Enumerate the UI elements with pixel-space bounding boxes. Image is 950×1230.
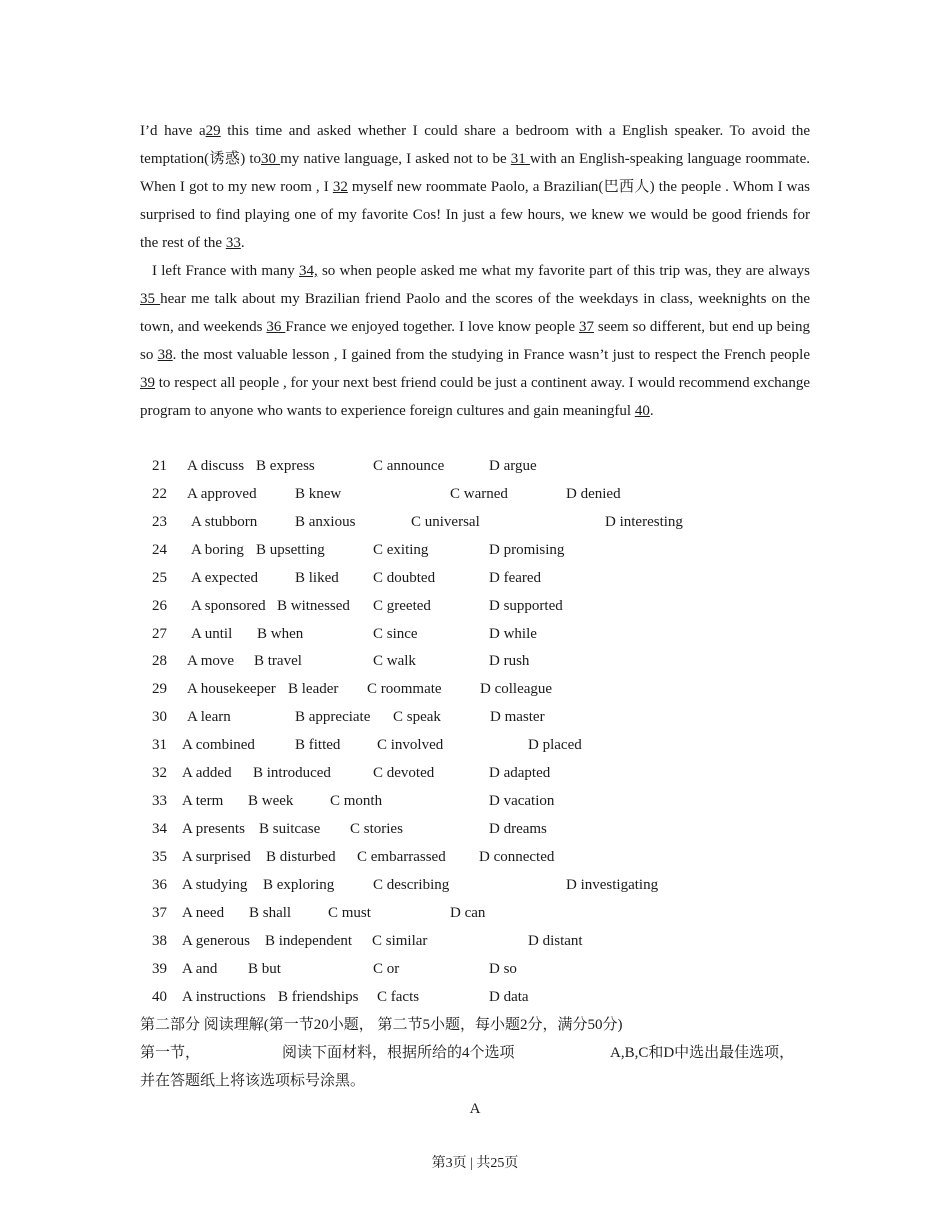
text-run: France we enjoyed together. I love know people xyxy=(285,319,579,335)
option-row xyxy=(140,899,840,927)
option-b: B liked xyxy=(295,569,339,586)
option-a: A and xyxy=(182,960,218,977)
text-run: myself new roommate Paolo, a Brazilian(巴西人) the people . Whom I was surprised to find playing one of my favorite Cos! In just a few hours, we knew we would be good friends for the rest of the xyxy=(140,179,811,251)
option-c: C greeted xyxy=(373,597,431,614)
instruction-text: 并在答题纸上将该选项标号涂黑。 xyxy=(140,1073,366,1089)
option-d: D denied xyxy=(566,485,621,502)
question-number: 35 xyxy=(152,848,167,865)
option-d: D supported xyxy=(489,597,563,614)
option-b: B when xyxy=(257,625,304,642)
option-d: D data xyxy=(489,988,529,1005)
option-d: D placed xyxy=(528,737,582,754)
option-b: B friendships xyxy=(278,988,359,1005)
option-d: D distant xyxy=(528,932,583,949)
option-b: B independent xyxy=(265,932,353,949)
option-c: C or xyxy=(373,960,400,977)
option-d: D adapted xyxy=(489,765,551,782)
option-b: B shall xyxy=(249,904,292,921)
option-d: D can xyxy=(450,904,486,921)
option-a: A instructions xyxy=(182,988,266,1005)
blank-40: 40 xyxy=(634,403,650,419)
option-row xyxy=(140,536,840,564)
option-row xyxy=(140,815,840,843)
answer-options-list xyxy=(140,452,840,1010)
option-row xyxy=(140,480,840,508)
question-number: 21 xyxy=(152,458,167,474)
option-b: B leader xyxy=(288,681,339,698)
option-c: C announce xyxy=(373,458,445,474)
option-c: C stories xyxy=(350,820,403,837)
text-run: I left France with many xyxy=(152,263,299,279)
question-number: 39 xyxy=(152,960,167,977)
option-d: D interesting xyxy=(605,513,683,530)
blank-33: 33 xyxy=(225,235,241,251)
blank-30: 30 xyxy=(260,151,281,167)
instruction-text: A,B,C和D中选出最佳选项， xyxy=(610,1045,795,1061)
text-run: . xyxy=(240,235,245,251)
option-a: A expected xyxy=(191,569,259,586)
text-run: hear me talk about my Brazilian friend Paolo and the scores of the weekdays in class, weeknights on the town, and weekends xyxy=(140,291,811,335)
option-a: A term xyxy=(182,793,224,810)
option-row xyxy=(140,927,840,955)
option-d: D argue xyxy=(489,458,537,474)
question-number: 24 xyxy=(152,541,167,558)
option-b: B knew xyxy=(295,485,342,502)
blank-37: 37 xyxy=(578,319,594,335)
option-row xyxy=(140,983,840,1011)
question-number: 29 xyxy=(152,681,167,698)
option-d: D colleague xyxy=(480,681,553,698)
page-footer: 第3页 | 共25页 xyxy=(431,1156,519,1171)
instruction-text: 阅读下面材料，根据所给的4个选项 xyxy=(282,1045,515,1061)
option-row xyxy=(140,675,840,703)
option-a: A boring xyxy=(191,541,244,558)
option-b: B witnessed xyxy=(277,597,350,614)
option-a: A presents xyxy=(182,820,245,837)
part-heading: 第二部分 阅读理解(第一节20小题， 第二节5小题，每小题2分，满分50分) xyxy=(140,1017,623,1033)
option-c: C involved xyxy=(377,737,444,754)
option-d: D master xyxy=(490,709,545,726)
option-c: C facts xyxy=(377,988,420,1005)
option-a: A need xyxy=(182,904,225,921)
question-number: 31 xyxy=(152,737,167,754)
option-a: A until xyxy=(191,625,233,642)
text-run: I’d have a xyxy=(140,123,206,139)
option-c: C devoted xyxy=(373,765,435,782)
option-a: A studying xyxy=(182,876,248,893)
option-a: A discuss xyxy=(187,458,245,474)
option-d: D rush xyxy=(489,653,530,670)
option-a: A stubborn xyxy=(191,513,258,530)
option-c: C walk xyxy=(373,653,416,670)
option-b: B introduced xyxy=(253,765,331,782)
option-row xyxy=(140,759,840,787)
passage-label: A xyxy=(469,1101,481,1117)
text-run: . xyxy=(649,403,654,419)
question-number: 33 xyxy=(152,793,167,810)
option-a: A move xyxy=(187,653,235,670)
question-number: 27 xyxy=(152,625,167,642)
question-number: 22 xyxy=(152,485,167,502)
option-d: D while xyxy=(489,625,537,642)
option-c: C must xyxy=(328,904,371,921)
option-row xyxy=(140,843,840,871)
text-run: to respect all people , for your next best friend could be just a continent away. I would recommend exchange program to anyone who wants to experience foreign cultures and gain meaningful xyxy=(140,375,810,419)
option-c: C warned xyxy=(450,485,508,502)
option-row xyxy=(140,647,840,675)
question-number: 23 xyxy=(152,513,167,530)
passage-paragraph-2 xyxy=(140,257,810,425)
question-number: 40 xyxy=(152,988,167,1005)
option-d: D so xyxy=(489,960,517,977)
option-b: B travel xyxy=(254,653,302,670)
text-run: with an English-speaking language roommate. When I got to my new room , I xyxy=(140,151,811,195)
blank-36: 36 xyxy=(266,319,286,335)
option-b: B disturbed xyxy=(266,848,336,865)
option-row xyxy=(140,452,840,480)
question-number: 32 xyxy=(152,765,167,782)
blank-31: 31 xyxy=(510,151,530,167)
option-b: B week xyxy=(248,793,294,810)
text-run: seem so different, but end up being so xyxy=(140,319,810,363)
option-a: A generous xyxy=(182,932,250,949)
text-run: my native language, I asked not to be xyxy=(280,151,511,167)
blank-29: 29 xyxy=(205,123,221,139)
text-run: so when people asked me what my favorite part of this trip was, they are always xyxy=(317,263,810,279)
option-c: C embarrassed xyxy=(357,848,446,865)
text-run: this time and asked whether I could share a bedroom with a English speaker. To avoid the temptation(诱惑) to xyxy=(140,123,810,167)
option-row xyxy=(140,787,840,815)
option-a: A combined xyxy=(182,737,255,754)
section-title: 第一节， xyxy=(140,1045,201,1061)
option-c: C doubted xyxy=(373,569,436,586)
option-d: D dreams xyxy=(489,820,547,837)
option-a: A housekeeper xyxy=(187,681,276,698)
option-c: C describing xyxy=(373,876,450,893)
blank-34: 34, xyxy=(298,263,318,279)
option-row xyxy=(140,508,840,536)
option-d: D feared xyxy=(489,569,542,586)
option-c: C roommate xyxy=(367,681,442,698)
blank-32: 32 xyxy=(332,179,348,195)
option-c: C speak xyxy=(393,709,441,726)
option-c: C similar xyxy=(372,932,428,949)
option-row xyxy=(140,703,840,731)
question-number: 34 xyxy=(152,820,167,837)
option-b: B exploring xyxy=(263,876,335,893)
blank-35: 35 xyxy=(140,291,161,307)
question-number: 28 xyxy=(152,653,167,670)
option-row xyxy=(140,620,840,648)
option-a: A approved xyxy=(187,485,257,502)
option-a: A added xyxy=(182,765,232,782)
option-d: D vacation xyxy=(489,793,555,810)
option-a: A learn xyxy=(187,709,231,726)
question-number: 30 xyxy=(152,709,167,726)
blank-39: 39 xyxy=(140,375,155,391)
option-d: D promising xyxy=(489,541,565,558)
option-a: A surprised xyxy=(182,848,251,865)
option-c: C universal xyxy=(411,513,480,530)
option-row xyxy=(140,564,840,592)
question-number: 26 xyxy=(152,597,167,614)
option-b: B upsetting xyxy=(256,541,325,558)
question-number: 36 xyxy=(152,876,167,893)
option-b: B express xyxy=(256,458,315,474)
option-b: B anxious xyxy=(295,513,356,530)
option-row xyxy=(140,731,840,759)
question-number: 25 xyxy=(152,569,167,586)
option-c: C since xyxy=(373,625,418,642)
option-c: C month xyxy=(330,793,383,810)
option-a: A sponsored xyxy=(191,597,266,614)
text-run: . the most valuable lesson , I gained from the studying in France wasn’t just to respect the French people xyxy=(172,347,810,363)
option-d: D connected xyxy=(479,848,555,865)
question-number: 38 xyxy=(152,932,167,949)
option-c: C exiting xyxy=(373,541,429,558)
passage-paragraph-1 xyxy=(140,117,810,257)
option-row xyxy=(140,955,840,983)
question-number: 37 xyxy=(152,904,167,921)
option-b: B appreciate xyxy=(295,709,371,726)
blank-38: 38 xyxy=(157,347,173,363)
option-b: B fitted xyxy=(295,737,341,754)
option-row xyxy=(140,871,840,899)
option-row xyxy=(140,592,840,620)
option-b: B but xyxy=(248,960,281,977)
option-b: B suitcase xyxy=(259,820,321,837)
option-d: D investigating xyxy=(566,876,659,893)
